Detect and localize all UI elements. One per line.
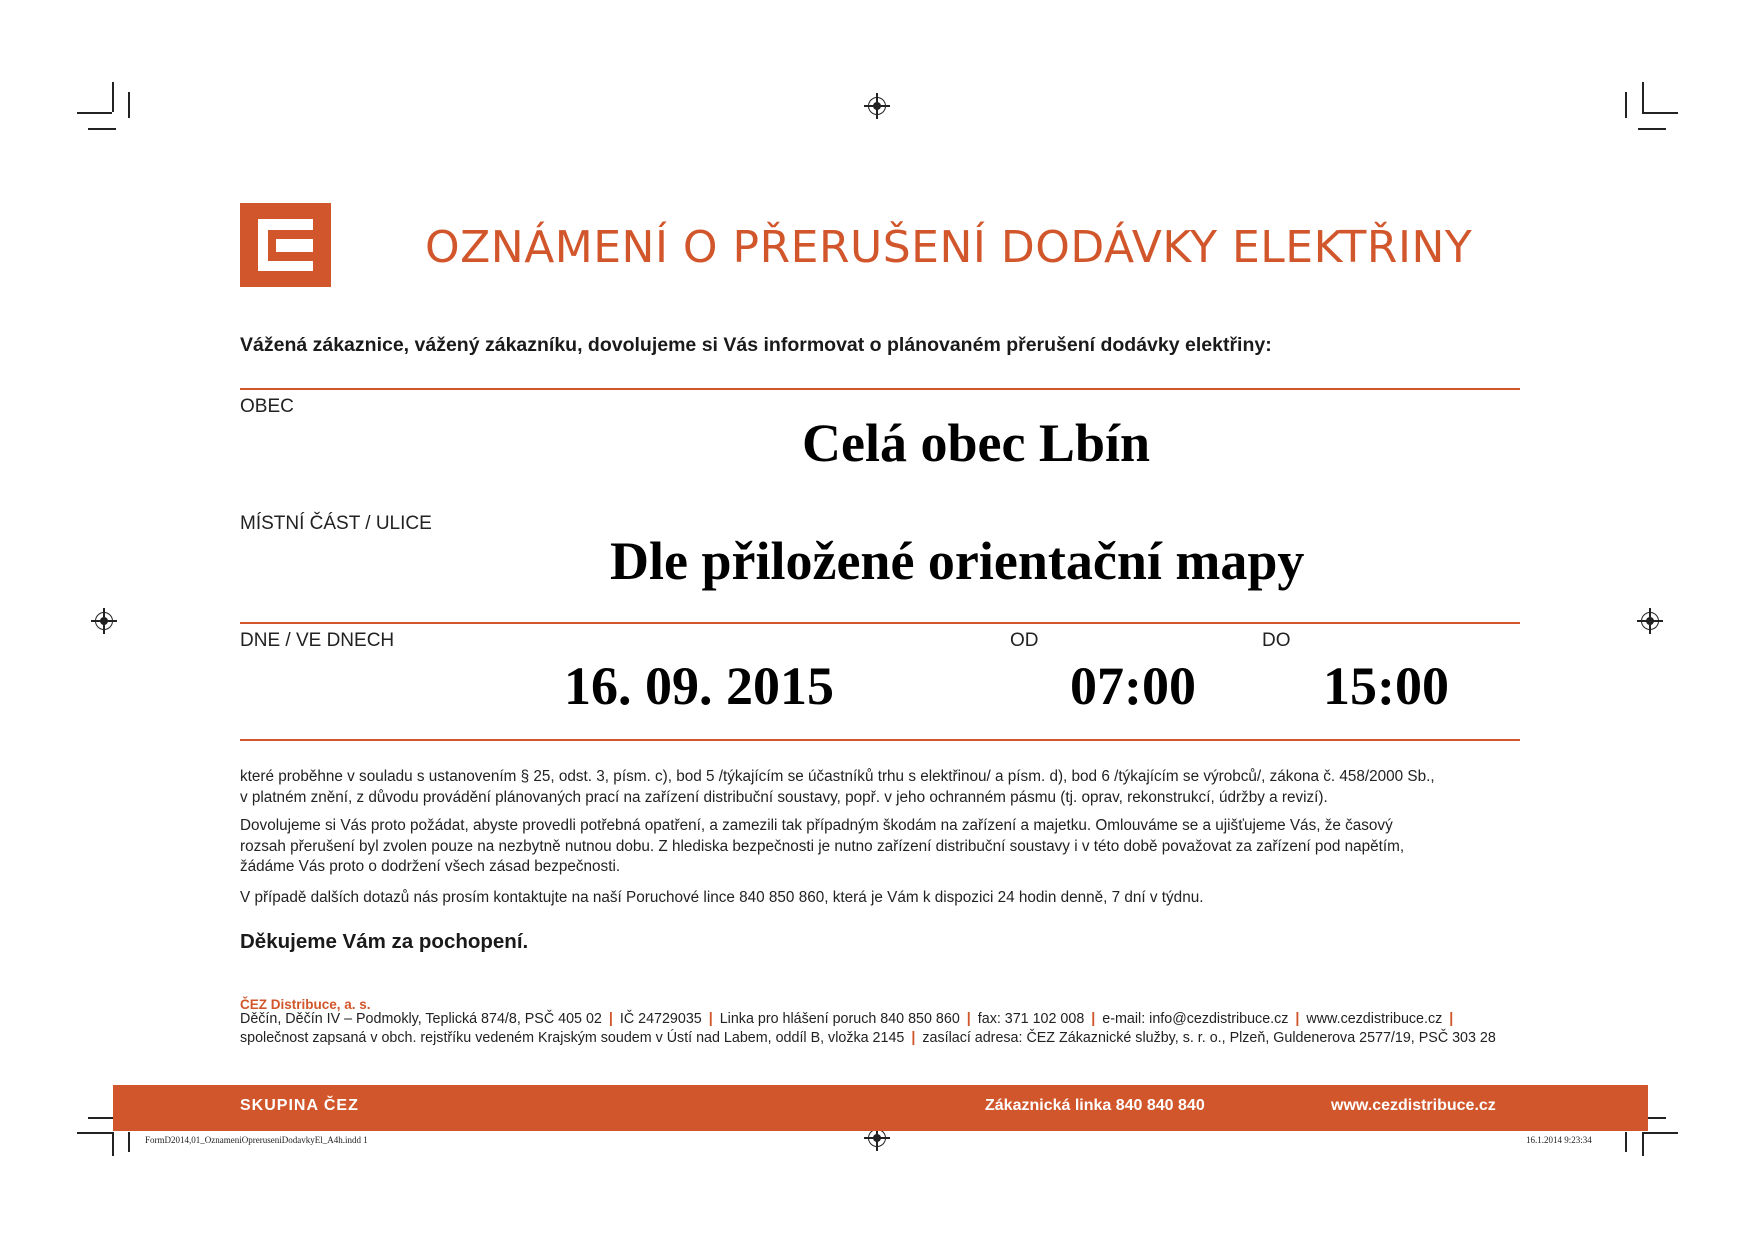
email-link[interactable]: e-mail: info@cezdistribuce.cz bbox=[1102, 1011, 1289, 1027]
separator: | bbox=[911, 1030, 916, 1046]
crop-mark bbox=[88, 1117, 116, 1119]
obec-label: OBEC bbox=[240, 396, 294, 417]
crop-mark bbox=[112, 1132, 114, 1156]
date-label: DNE / VE DNECH bbox=[240, 630, 395, 651]
company-name: ČEZ Distribuce, a. s. bbox=[240, 997, 371, 1012]
legal-paragraph bbox=[240, 767, 1530, 808]
crop-mark bbox=[128, 1132, 130, 1152]
separator: | bbox=[708, 1011, 713, 1027]
request-line: Dovolujeme si Vás proto požádat, abyste provedli potřebná opatření, a zamezili tak případným škodám na zařízení a majetku. Omlouváme se a ujišťujeme Vás, že časový bbox=[240, 817, 1393, 834]
divider bbox=[240, 739, 1520, 741]
separator: | bbox=[1449, 1011, 1454, 1027]
legal-line: které proběhne v souladu s ustanovením § 25, odst. 3, písm. c), bod 5 /týkajícím se účastníků trhu s elektřinou/ a písm. d), bod 6 /týkajícím se výrobců/, zákona č. 458/2000 Sb., bbox=[240, 768, 1435, 785]
crop-mark bbox=[77, 112, 112, 114]
crop-mark bbox=[1642, 1132, 1678, 1134]
separator: | bbox=[1091, 1011, 1096, 1027]
legal-line: v platném znění, z důvodu provádění plánovaných prací na zařízení distribuční soustavy, popř. v jeho ochranném pásmu (tj. oprav, rekonstrukcí, údržby a revizí). bbox=[240, 788, 1328, 806]
od-value: 07:00 bbox=[1070, 656, 1196, 716]
ulice-value: Dle přiložené orientační mapy bbox=[610, 531, 1305, 591]
crop-mark bbox=[88, 128, 116, 130]
address: Děčín, Děčín IV – Podmokly, Teplická 874/8, PSČ 405 02 bbox=[240, 1011, 602, 1027]
fault-line: Linka pro hlášení poruch 840 850 860 bbox=[719, 1011, 960, 1027]
footer-bar bbox=[113, 1085, 1648, 1131]
do-label: DO bbox=[1262, 630, 1291, 651]
date-value: 16. 09. 2015 bbox=[564, 656, 834, 716]
separator: | bbox=[608, 1011, 613, 1027]
divider bbox=[240, 622, 1520, 624]
footer-website-link[interactable]: www.cezdistribuce.cz bbox=[1331, 1097, 1496, 1114]
print-timestamp: 16.1.2014 9:23:34 bbox=[1526, 1135, 1592, 1145]
intro-text: Vážená zákaznice, vážený zákazníku, dovolujeme si Vás informovat o plánovaném přerušení dodávky elektřiny: bbox=[240, 334, 1272, 356]
mailing-address: zasílací adresa: ČEZ Zákaznické služby, s. r. o., Plzeň, Guldenerova 2577/19, PSČ 303 28 bbox=[922, 1030, 1496, 1046]
footer-group: SKUPINA ČEZ bbox=[240, 1097, 359, 1114]
crop-mark bbox=[1642, 1132, 1644, 1156]
fax: fax: 371 102 008 bbox=[977, 1011, 1085, 1027]
crop-mark bbox=[1625, 92, 1627, 118]
crop-mark bbox=[128, 92, 130, 118]
registration-mark-icon bbox=[868, 97, 886, 115]
company-id: IČ 24729035 bbox=[619, 1011, 702, 1027]
request-line: rozsah přerušení byl zvolen pouze na nezbytně nutnou dobu. Z hlediska bezpečnosti je nutno zařízení distribuční soustavy i v této době považovat za zařízení pod napětím, bbox=[240, 837, 1405, 855]
crop-mark bbox=[1642, 82, 1644, 112]
crop-mark bbox=[112, 82, 114, 112]
divider bbox=[240, 388, 1520, 390]
do-value: 15:00 bbox=[1323, 656, 1449, 716]
thanks-text: Děkujeme Vám za pochopení. bbox=[240, 930, 529, 953]
print-filename: FormD2014,01_OznameniOpreruseniDodavkyEl_A4h.indd 1 bbox=[145, 1135, 368, 1145]
footer-hotline: Zákaznická linka 840 840 840 bbox=[985, 1097, 1205, 1114]
ulice-label: MÍSTNÍ ČÁST / ULICE bbox=[240, 513, 432, 534]
crop-mark bbox=[1638, 128, 1666, 130]
registration-text: společnost zapsaná v obch. rejstříku vedeném Krajským soudem v Ústí nad Labem, oddíl B, vložka 2145 bbox=[240, 1030, 905, 1046]
obec-value: Celá obec Lbín bbox=[802, 413, 1151, 473]
request-paragraph bbox=[240, 816, 1530, 878]
contact-paragraph: V případě dalších dotazů nás prosím kontaktujte na naší Poruchové lince 840 850 860, která je Vám k dispozici 24 hodin denně, 7 dní v týdnu. bbox=[240, 889, 1204, 906]
crop-mark bbox=[1642, 112, 1678, 114]
registration-mark-icon bbox=[95, 612, 113, 630]
request-line: žádáme Vás proto o dodržení všech zásad bezpečnosti. bbox=[240, 858, 621, 875]
crop-mark bbox=[1625, 1132, 1627, 1152]
page-title: OZNÁMENÍ O PŘERUŠENÍ DODÁVKY ELEKTŘINY bbox=[425, 222, 1473, 273]
cez-logo-icon bbox=[240, 203, 331, 287]
website-link[interactable]: www.cezdistribuce.cz bbox=[1306, 1011, 1443, 1027]
separator: | bbox=[966, 1011, 971, 1027]
registration-mark-icon bbox=[1641, 612, 1659, 630]
crop-mark bbox=[77, 1132, 112, 1134]
company-registration-line bbox=[240, 1030, 1496, 1046]
company-address-line bbox=[240, 1011, 1456, 1027]
od-label: OD bbox=[1010, 630, 1039, 651]
registration-mark-icon bbox=[868, 1129, 886, 1147]
separator: | bbox=[1295, 1011, 1300, 1027]
